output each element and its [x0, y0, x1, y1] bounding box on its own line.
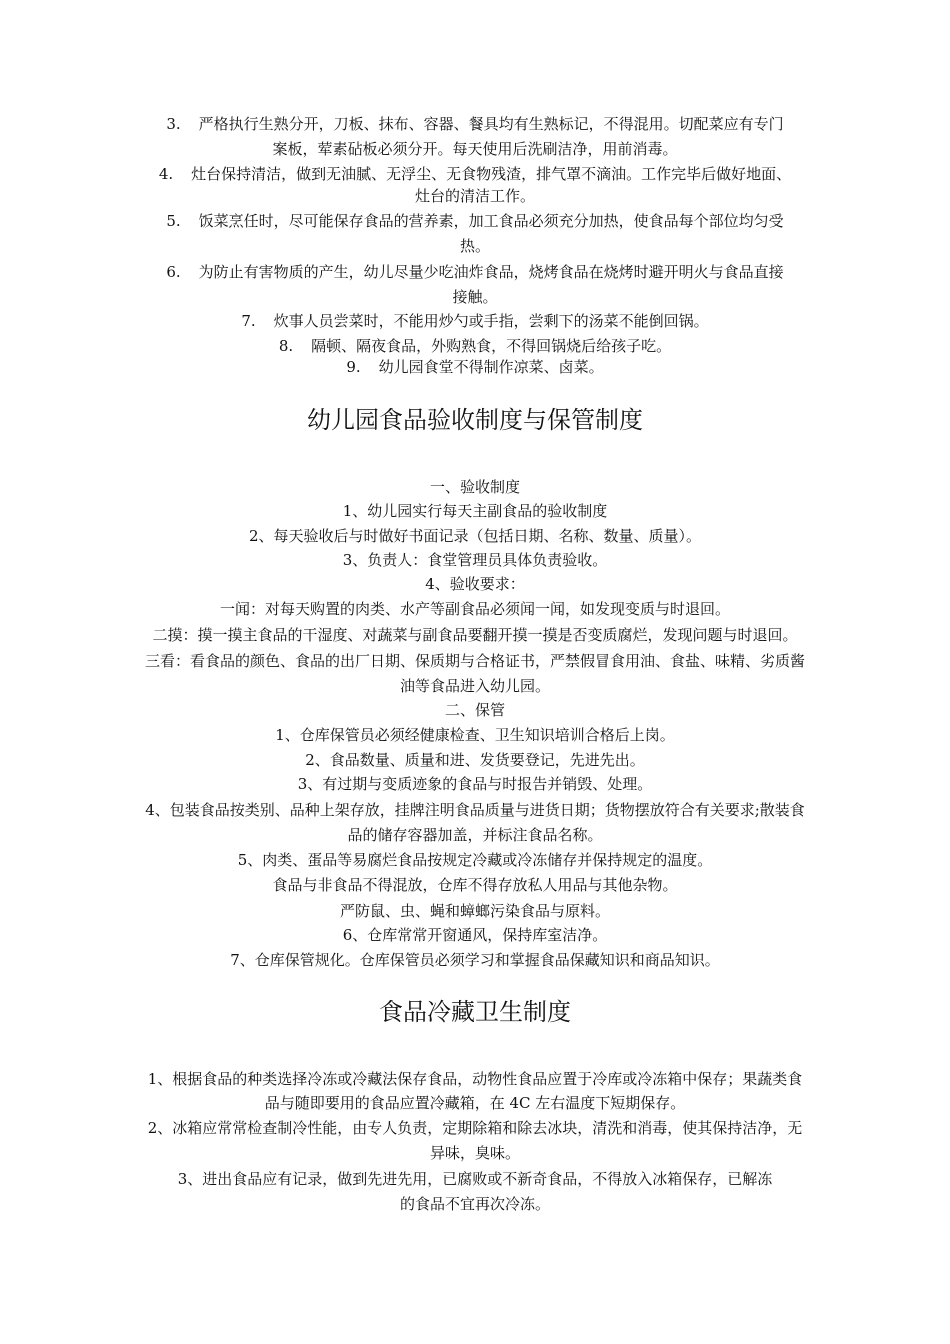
section1-line: 三看：看食品的颜色、食品的出厂日期、保质期与合格证书，严禁假冒食用油、食盐、味精、劣质酱 [144, 652, 805, 670]
list-item-5 [0, 211, 950, 231]
section2-line: 3、进出食品应有记录，做到先进先用，已腐败或不新奇食品，不得放入冰箱保存，已解冻 [177, 1170, 773, 1188]
section1-line: 5、肉类、蛋品等易腐烂食品按规定冷藏或冷冻储存并保持规定的温度。 [237, 851, 713, 869]
list-number: 8. [278, 337, 294, 355]
section1-line: 油等食品进入幼儿园。 [399, 677, 550, 695]
section2-line: 的食品不宜再次冷冻。 [399, 1195, 550, 1213]
list-item-7 [0, 311, 950, 331]
section1-line: 7、仓库保管规化。仓库保管员必须学习和掌握食品保藏知识和商品知识。 [230, 951, 720, 969]
list-text: 炊事人员尝菜时，不能用炒勺或手指，尝剩下的汤菜不能倒回锅。 [273, 312, 709, 330]
section1-line: 严防鼠、虫、蝇和蟑螂污染食品与原料。 [339, 902, 610, 920]
section1-line: 食品与非食品不得混放，仓库不得存放私人用品与其他杂物。 [272, 876, 678, 894]
list-number: 9. [346, 358, 361, 376]
section1-line: 2、每天验收后与时做好书面记录（包括日期、名称、数量、质量）。 [248, 527, 702, 545]
list-item-4 [0, 164, 950, 184]
section1-line: 1、仓库保管员必须经健康检查、卫生知识培训合格后上岗。 [275, 726, 675, 744]
section1-line: 一闻：对每天购置的肉类、水产等副食品必须闻一闻，如发现变质与时退回。 [219, 600, 730, 618]
list-text: 饭菜烹任时，尽可能保存食品的营养素，加工食品必须充分加热，使食品每个部位均匀受 [198, 212, 784, 230]
section-title-acceptance: 幼儿园食品验收制度与保管制度 [307, 406, 643, 434]
list-number: 6. [166, 263, 181, 281]
section1-line: 二摸：摸一摸主食品的干湿度、对蔬菜与副食品要翻开摸一摸是否变质腐烂，发现问题与时退回。 [152, 626, 798, 644]
list-item-8 [0, 336, 950, 356]
list-text: 严格执行生熟分开，刀板、抹布、容器、餐具均有生熟标记，不得混用。切配菜应有专门 [198, 115, 784, 133]
list-item-3-cont: 案板，荤素砧板必须分开。每天使用后洗刷洁净，用前消毒。 [272, 140, 678, 158]
list-item-9 [0, 357, 950, 377]
section2-line: 异味，臭味。 [429, 1144, 520, 1162]
section1-line: 3、负责人：食堂管理员具体负责验收。 [342, 551, 608, 569]
list-item-6-cont: 接触。 [452, 288, 498, 306]
list-number: 3. [166, 115, 181, 133]
section1-line: 2、食品数量、质量和进、发货要登记，先进先出。 [305, 751, 645, 769]
section1-line: 一、验收制度 [429, 478, 520, 496]
list-number: 4. [158, 165, 174, 183]
list-text: 隔顿、隔夜食品，外购熟食，不得回锅烧后给孩子吃。 [311, 337, 672, 355]
list-item-6 [0, 262, 950, 282]
list-item-3 [0, 114, 950, 134]
section1-line: 4、验收要求： [425, 575, 525, 593]
section1-line: 6、仓库常常开窗通风，保持库室洁净。 [342, 926, 608, 944]
list-text: 为防止有害物质的产生，幼儿尽量少吃油炸食品，烧烤食品在烧烤时避开明火与食品直接 [198, 263, 784, 281]
list-text: 幼儿园食堂不得制作凉菜、卤菜。 [378, 358, 604, 376]
section2-line: 品与随即要用的食品应置冷藏箱，在 4C 左右温度下短期保存。 [264, 1094, 686, 1112]
section1-line: 二、保管 [444, 701, 505, 719]
section2-line: 1、根据食品的种类选择冷冻或冷藏法保存食品，动物性食品应置于冷库或冷冻箱中保存；果蔬类食 [147, 1070, 803, 1088]
list-item-4-cont: 灶台的清洁工作。 [414, 187, 535, 205]
section2-line: 2、冰箱应常常检查制冷性能，由专人负责，定期除箱和除去冰块，清洗和消毒，使其保持洁净，无 [147, 1119, 803, 1137]
list-item-5-cont: 热。 [459, 237, 490, 255]
list-text: 灶台保持清洁，做到无油腻、无浮尘、无食物残渣，排气罩不滴油。工作完毕后做好地面、 [191, 165, 792, 183]
section1-line: 4、包装食品按类别、品种上架存放，挂牌注明食品质量与进货日期；货物摆放符合有关要求;散装食 [145, 801, 805, 819]
section1-line: 3、有过期与变质迹象的食品与时报告并销毁、处理。 [297, 775, 653, 793]
list-number: 7. [241, 312, 256, 330]
list-number: 5. [166, 212, 181, 230]
section1-line: 品的储存容器加盖，并标注食品名称。 [347, 826, 603, 844]
section-title-cold-storage: 食品冷藏卫生制度 [379, 998, 571, 1026]
section1-line: 1、幼儿园实行每天主副食品的验收制度 [342, 502, 608, 520]
